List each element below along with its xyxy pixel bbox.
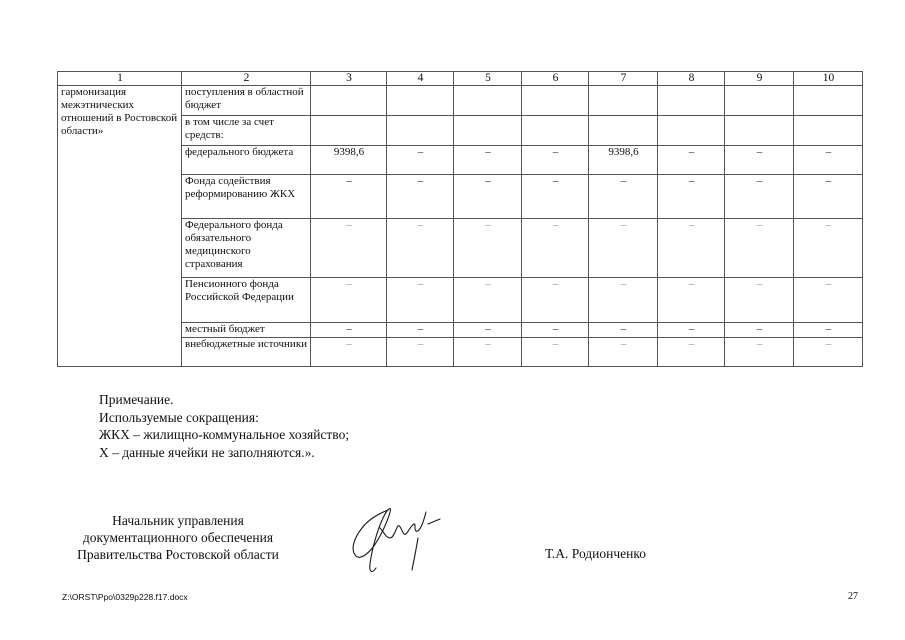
abbreviation-line: Х – данные ячейки не заполняются.». bbox=[99, 444, 315, 460]
table-row bbox=[58, 86, 863, 116]
row-label: внебюджетные источники bbox=[182, 338, 311, 367]
table-cell: – bbox=[725, 278, 794, 323]
table-cell bbox=[725, 86, 794, 116]
table-cell: – bbox=[454, 146, 522, 175]
table-cell: – bbox=[589, 278, 658, 323]
table-cell: – bbox=[794, 175, 863, 219]
table-cell bbox=[658, 116, 725, 146]
column-number: 2 bbox=[182, 72, 311, 86]
column-number: 4 bbox=[387, 72, 454, 86]
table-cell: – bbox=[794, 323, 863, 338]
program-name-cell: гармонизация межэтнических отношений в Ростовской области» bbox=[58, 86, 182, 367]
row-label: Пенсионного фонда Российской Федерации bbox=[182, 278, 311, 323]
budget-table bbox=[57, 71, 863, 367]
table-cell bbox=[387, 116, 454, 146]
row-label: Фонда содействия реформированию ЖКХ bbox=[182, 175, 311, 219]
row-label: федерального бюджета bbox=[182, 146, 311, 175]
table-cell: – bbox=[454, 338, 522, 367]
table-cell bbox=[311, 116, 387, 146]
table-cell: – bbox=[522, 338, 589, 367]
column-number: 5 bbox=[454, 72, 522, 86]
table-cell: – bbox=[725, 323, 794, 338]
row-label: местный бюджет bbox=[182, 323, 311, 338]
table-cell: – bbox=[387, 278, 454, 323]
table-cell: – bbox=[522, 278, 589, 323]
handwritten-signature bbox=[330, 498, 450, 583]
column-number: 9 bbox=[725, 72, 794, 86]
table-cell: – bbox=[522, 175, 589, 219]
table-cell: – bbox=[311, 175, 387, 219]
table-cell: – bbox=[311, 323, 387, 338]
column-number: 10 bbox=[794, 72, 863, 86]
table-cell: – bbox=[387, 323, 454, 338]
table-cell: – bbox=[658, 323, 725, 338]
table-cell bbox=[522, 86, 589, 116]
table-cell: – bbox=[725, 219, 794, 278]
column-number: 7 bbox=[589, 72, 658, 86]
table-cell: – bbox=[725, 338, 794, 367]
table-cell: – bbox=[794, 338, 863, 367]
table-cell bbox=[311, 86, 387, 116]
table-cell: – bbox=[311, 278, 387, 323]
signatory-name: Т.А. Родионченко bbox=[545, 546, 646, 561]
table-cell: – bbox=[589, 323, 658, 338]
table-cell: – bbox=[725, 146, 794, 175]
table-cell: – bbox=[658, 219, 725, 278]
table-cell: – bbox=[522, 323, 589, 338]
table-cell: – bbox=[454, 175, 522, 219]
row-label: в том числе за счет средств: bbox=[182, 116, 311, 146]
table-cell: – bbox=[658, 146, 725, 175]
table-cell: – bbox=[522, 219, 589, 278]
table-cell bbox=[794, 116, 863, 146]
table-cell bbox=[387, 86, 454, 116]
file-path: Z:\ORST\Ppo\0329p228.f17.docx bbox=[62, 592, 188, 602]
signatory-title-line: документационного обеспечения bbox=[82, 530, 274, 545]
table-cell: – bbox=[387, 175, 454, 219]
column-number: 8 bbox=[658, 72, 725, 86]
table-cell: – bbox=[794, 146, 863, 175]
table-cell bbox=[658, 86, 725, 116]
note-heading: Примечание. bbox=[99, 392, 174, 407]
signatory-title-line: Начальник управления bbox=[112, 513, 244, 528]
abbreviation-line: ЖКХ – жилищно-коммунальное хозяйство; bbox=[99, 427, 350, 442]
table-cell: 9398,6 bbox=[311, 146, 387, 175]
table-cell bbox=[522, 116, 589, 146]
table-cell: – bbox=[387, 338, 454, 367]
row-label: Федерального фонда обязательного медицинского страхования bbox=[182, 219, 311, 278]
table-cell: – bbox=[454, 219, 522, 278]
table-cell bbox=[725, 116, 794, 146]
column-number: 6 bbox=[522, 72, 589, 86]
table-cell: – bbox=[589, 338, 658, 367]
abbreviations-heading: Используемые сокращения: bbox=[99, 409, 259, 425]
table-cell: – bbox=[658, 338, 725, 367]
table-cell: – bbox=[658, 278, 725, 323]
table-cell: – bbox=[311, 219, 387, 278]
note-block bbox=[99, 391, 349, 461]
table-cell: – bbox=[454, 323, 522, 338]
row-label: поступления в областной бюджет bbox=[182, 86, 311, 116]
table-cell: – bbox=[589, 219, 658, 278]
table-cell: – bbox=[589, 175, 658, 219]
signatory-title-line: Правительства Ростовской области bbox=[77, 547, 279, 562]
table-cell: 9398,6 bbox=[589, 146, 658, 175]
table-cell bbox=[589, 116, 658, 146]
table-cell: – bbox=[794, 278, 863, 323]
table-cell: – bbox=[387, 146, 454, 175]
column-number-row bbox=[58, 72, 863, 86]
table-cell bbox=[589, 86, 658, 116]
table-cell: – bbox=[387, 219, 454, 278]
table-cell bbox=[794, 86, 863, 116]
table-cell: – bbox=[522, 146, 589, 175]
page-number: 27 bbox=[848, 591, 858, 602]
table-cell: – bbox=[454, 278, 522, 323]
table-cell bbox=[454, 86, 522, 116]
table-cell: – bbox=[311, 338, 387, 367]
table-cell bbox=[454, 116, 522, 146]
column-number: 1 bbox=[58, 72, 182, 86]
signatory-title bbox=[62, 512, 294, 563]
table-cell: – bbox=[725, 175, 794, 219]
column-number: 3 bbox=[311, 72, 387, 86]
table-cell: – bbox=[658, 175, 725, 219]
table-cell: – bbox=[794, 219, 863, 278]
